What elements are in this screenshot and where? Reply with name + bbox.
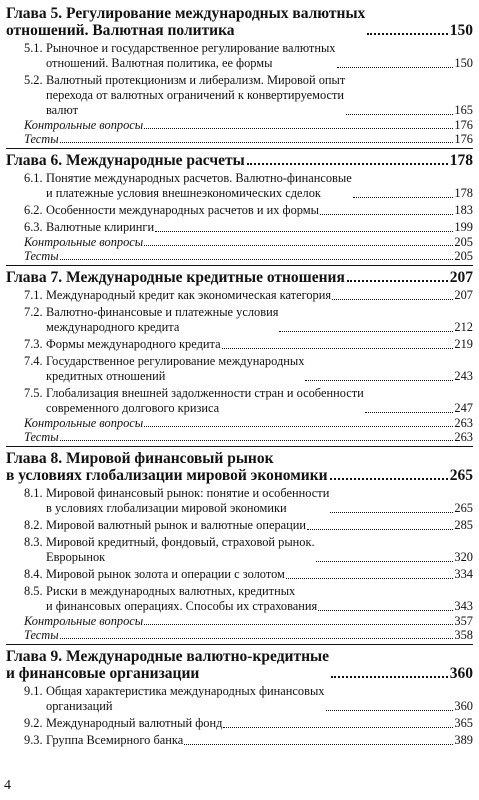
section-number: 7.4. xyxy=(24,354,43,368)
section-page: 343 xyxy=(454,599,473,613)
section-title: Группа Всемирного банка xyxy=(46,733,184,747)
dot-leader xyxy=(332,299,453,300)
section-title: Мировой рынок золота и операции с золотом xyxy=(46,567,285,581)
chapter-divider xyxy=(6,148,473,149)
toc-extra-entry xyxy=(24,628,473,642)
dot-leader xyxy=(144,245,453,246)
section-page: 285 xyxy=(454,518,473,532)
section-page: 219 xyxy=(454,337,473,351)
dot-leader xyxy=(144,624,453,625)
section-title: Международный кредит как экономическая категория xyxy=(46,288,332,302)
dot-leader xyxy=(222,348,454,349)
extra-page: 205 xyxy=(454,249,473,263)
section-title: Риски в международных валютных, кредитных и финансовых операциях. Способы их страхования xyxy=(46,584,318,613)
section-number: 8.4. xyxy=(24,567,43,581)
dot-leader xyxy=(144,426,453,427)
chapter-title: Глава 7. Международные кредитные отношения xyxy=(6,269,345,286)
toc-section-entry xyxy=(24,684,473,714)
dot-leader xyxy=(365,412,454,413)
section-page: 183 xyxy=(454,203,473,217)
toc-section-entry xyxy=(24,305,473,335)
dot-leader xyxy=(60,259,454,260)
dot-leader xyxy=(337,67,454,68)
section-number: 9.3. xyxy=(24,733,43,747)
toc-section-entry xyxy=(24,171,473,201)
toc-section-entry xyxy=(24,535,473,565)
chapter-divider xyxy=(6,644,473,645)
section-title: Рыночное и государственное регулирование валютных отношений. Валютная политика, ее формы xyxy=(46,41,336,70)
chapter-page: 207 xyxy=(449,269,473,286)
chapter-heading xyxy=(6,5,473,39)
extra-page: 263 xyxy=(454,430,473,444)
extra-label: Контрольные вопросы xyxy=(24,118,144,132)
section-page: 199 xyxy=(454,220,473,234)
extra-page: 358 xyxy=(454,628,473,642)
toc-section-entry xyxy=(24,337,473,352)
section-title: Мировой валютный рынок и валютные операции xyxy=(46,518,307,532)
section-page: 389 xyxy=(454,733,473,747)
section-number: 8.3. xyxy=(24,535,43,549)
section-number: 6.2. xyxy=(24,203,43,217)
section-number: 5.2. xyxy=(24,73,43,87)
toc-extra-entry xyxy=(24,132,473,146)
section-number: 9.1. xyxy=(24,684,43,698)
chapter-heading xyxy=(6,269,473,286)
section-title: Валютные клиринги xyxy=(46,220,155,234)
dot-leader xyxy=(347,280,448,282)
toc-section-entry xyxy=(24,203,473,218)
section-page: 212 xyxy=(454,320,473,334)
dot-leader xyxy=(367,33,447,35)
section-number: 8.1. xyxy=(24,486,43,500)
toc-section-entry xyxy=(24,486,473,516)
chapter-divider xyxy=(6,446,473,447)
section-title: Мировой кредитный, фондовый, страховой рынок. Еврорынок xyxy=(46,535,315,564)
section-title: Валютно-финансовые и платежные условия международного кредита xyxy=(46,305,279,334)
extra-page: 176 xyxy=(454,132,473,146)
dot-leader xyxy=(330,512,453,513)
extra-page: 205 xyxy=(454,235,473,249)
toc-section-entry xyxy=(24,567,473,582)
dot-leader xyxy=(184,744,453,745)
section-number: 7.1. xyxy=(24,288,43,302)
chapter-page: 360 xyxy=(449,665,473,682)
dot-leader xyxy=(331,676,448,678)
dot-leader xyxy=(144,128,453,129)
extra-label: Тесты xyxy=(24,430,59,444)
extra-label: Тесты xyxy=(24,132,59,146)
extra-page: 263 xyxy=(454,416,473,430)
page-number: 4 xyxy=(4,778,11,793)
section-page: 320 xyxy=(454,550,473,564)
chapter-title: Глава 9. Международные валютно-кредитные и финансовые организации xyxy=(6,648,329,682)
section-page: 178 xyxy=(454,186,473,200)
chapter-divider xyxy=(6,265,473,266)
toc-extra-entry xyxy=(24,249,473,263)
toc-extra-entry xyxy=(24,430,473,444)
dot-leader xyxy=(155,231,453,232)
dot-leader xyxy=(353,197,454,198)
toc-section-entry xyxy=(24,354,473,384)
dot-leader xyxy=(60,142,454,143)
section-page: 207 xyxy=(454,288,473,302)
toc-extra-entry xyxy=(24,614,473,628)
extra-page: 176 xyxy=(454,118,473,132)
chapter-title: Глава 6. Международные расчеты xyxy=(6,152,245,169)
section-number: 5.1. xyxy=(24,41,43,55)
section-title: Государственное регулирование международных кредитных отношений xyxy=(46,354,305,383)
dot-leader xyxy=(223,727,453,728)
section-number: 8.5. xyxy=(24,584,43,598)
section-number: 7.3. xyxy=(24,337,43,351)
dot-leader xyxy=(326,710,454,711)
extra-label: Контрольные вопросы xyxy=(24,614,144,628)
section-number: 9.2. xyxy=(24,716,43,730)
chapter-heading xyxy=(6,450,473,484)
toc-section-entry xyxy=(24,41,473,71)
chapter-title: Глава 5. Регулирование международных валютных отношений. Валютная политика xyxy=(6,5,366,39)
section-page: 247 xyxy=(454,401,473,415)
chapter-title: Глава 8. Мировой финансовый рынок в условиях глобализации мировой экономики xyxy=(6,450,328,484)
table-of-contents xyxy=(6,2,473,748)
toc-section-entry xyxy=(24,288,473,303)
toc-section-entry xyxy=(24,386,473,416)
chapter-page: 178 xyxy=(449,152,473,169)
toc-section-entry xyxy=(24,73,473,118)
dot-leader xyxy=(286,578,454,579)
dot-leader xyxy=(247,163,448,165)
chapter-page: 150 xyxy=(449,22,473,39)
section-page: 360 xyxy=(454,699,473,713)
section-number: 6.3. xyxy=(24,220,43,234)
section-page: 334 xyxy=(454,567,473,581)
toc-extra-entry xyxy=(24,416,473,430)
extra-label: Контрольные вопросы xyxy=(24,235,144,249)
dot-leader xyxy=(307,529,453,530)
section-title: Международный валютный фонд xyxy=(46,716,223,730)
section-title: Мировой финансовый рынок: понятие и особенности в условиях глобализации мировой экономики xyxy=(46,486,330,515)
extra-page: 357 xyxy=(454,614,473,628)
chapter-heading xyxy=(6,648,473,682)
extra-label: Тесты xyxy=(24,628,59,642)
section-number: 7.2. xyxy=(24,305,43,319)
toc-section-entry xyxy=(24,220,473,235)
section-title: Особенности международных расчетов и их формы xyxy=(46,203,319,217)
extra-label: Контрольные вопросы xyxy=(24,416,144,430)
dot-leader xyxy=(320,214,453,215)
section-number: 6.1. xyxy=(24,171,43,185)
section-number: 7.5. xyxy=(24,386,43,400)
dot-leader xyxy=(318,610,453,611)
toc-section-entry xyxy=(24,716,473,731)
dot-leader xyxy=(60,638,454,639)
toc-extra-entry xyxy=(24,235,473,249)
section-page: 243 xyxy=(454,369,473,383)
chapter-heading xyxy=(6,152,473,169)
toc-section-entry xyxy=(24,584,473,614)
dot-leader xyxy=(316,561,454,562)
section-title: Формы международного кредита xyxy=(46,337,221,351)
section-page: 265 xyxy=(454,501,473,515)
dot-leader xyxy=(346,114,453,115)
section-page: 150 xyxy=(454,56,473,70)
toc-section-entry xyxy=(24,518,473,533)
dot-leader xyxy=(330,478,448,480)
dot-leader xyxy=(279,331,453,332)
extra-label: Тесты xyxy=(24,249,59,263)
section-number: 8.2. xyxy=(24,518,43,532)
section-page: 365 xyxy=(454,716,473,730)
section-title: Глобализация внешней задолженности стран и особенности современного долгового кризиса xyxy=(46,386,364,415)
section-title: Понятие международных расчетов. Валютно-финансовые и платежные условия внешнеэкономических сделок xyxy=(46,171,352,200)
section-title: Общая характеристика международных финансовых организаций xyxy=(46,684,325,713)
section-page: 165 xyxy=(454,103,473,117)
toc-section-entry xyxy=(24,733,473,748)
toc-extra-entry xyxy=(24,118,473,132)
chapter-page: 265 xyxy=(449,467,473,484)
dot-leader xyxy=(305,380,453,381)
dot-leader xyxy=(60,440,454,441)
section-title: Валютный протекционизм и либерализм. Мировой опыт перехода от валютных ограничений к конвертируемости валют xyxy=(46,73,346,117)
